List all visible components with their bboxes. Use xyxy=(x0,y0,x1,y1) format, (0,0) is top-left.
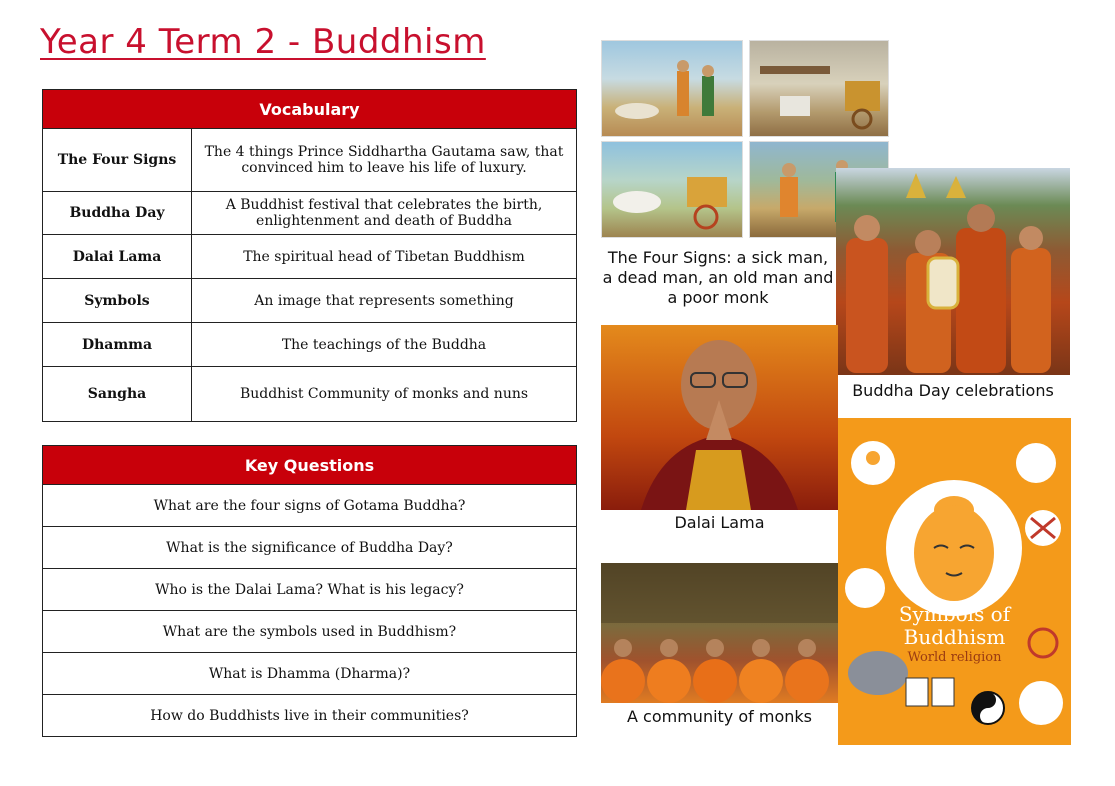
vocab-term: The Four Signs xyxy=(43,129,192,192)
poster-subtitle: World religion xyxy=(907,650,1002,665)
seated-monks-icon xyxy=(601,563,838,703)
buddha-day-photo xyxy=(836,168,1070,375)
vocab-term: Buddha Day xyxy=(43,192,192,235)
table-row xyxy=(43,279,577,323)
vocab-definition: The teachings of the Buddha xyxy=(192,323,577,367)
painting-carriage-icon xyxy=(750,41,888,136)
buddha-day-caption: Buddha Day celebrations xyxy=(836,381,1070,407)
key-question: What is the significance of Buddha Day? xyxy=(43,527,577,569)
table-row xyxy=(43,527,577,569)
poster-title-line2: Buddhism xyxy=(903,625,1006,649)
vocabulary-table xyxy=(42,89,577,422)
table-row xyxy=(43,235,577,279)
vocab-term: Symbols xyxy=(43,279,192,323)
four-signs-caption: The Four Signs: a sick man, a dead man, an old man and a poor monk xyxy=(601,240,835,330)
vocab-term: Sangha xyxy=(43,367,192,422)
four-signs-painting-3 xyxy=(601,141,743,238)
key-question: What are the symbols used in Buddhism? xyxy=(43,611,577,653)
vocab-term: Dalai Lama xyxy=(43,235,192,279)
vocab-definition: Buddhist Community of monks and nuns xyxy=(192,367,577,422)
key-question: What is Dhamma (Dharma)? xyxy=(43,653,577,695)
dalai-lama-portrait-icon xyxy=(601,325,838,510)
table-row xyxy=(43,192,577,235)
key-question: What are the four signs of Gotama Buddha? xyxy=(43,485,577,527)
table-row xyxy=(43,695,577,737)
table-row xyxy=(43,569,577,611)
vocab-definition: The 4 things Prince Siddhartha Gautama saw, that convinced him to leave his life of luxury. xyxy=(192,129,577,192)
table-row xyxy=(43,367,577,422)
key-question: How do Buddhists live in their communities? xyxy=(43,695,577,737)
dalai-lama-caption: Dalai Lama xyxy=(601,513,838,539)
table-row xyxy=(43,129,577,192)
procession-monks-icon xyxy=(836,168,1070,375)
monks-caption: A community of monks xyxy=(601,707,838,735)
vocab-term: Dhamma xyxy=(43,323,192,367)
vocab-definition: An image that represents something xyxy=(192,279,577,323)
poster-title-line1: Symbols of xyxy=(898,602,1011,626)
monks-photo xyxy=(601,563,838,703)
four-signs-painting-2 xyxy=(749,40,889,137)
table-row xyxy=(43,611,577,653)
key-question: Who is the Dalai Lama? What is his legacy? xyxy=(43,569,577,611)
key-questions-table xyxy=(42,445,577,737)
painting-horse-icon xyxy=(602,142,742,237)
symbols-poster xyxy=(838,418,1071,745)
painting-figures-icon xyxy=(602,41,742,136)
vocabulary-header: Vocabulary xyxy=(43,90,577,129)
buddha-head-icon xyxy=(838,418,1071,745)
page-title: Year 4 Term 2 - Buddhism xyxy=(40,22,486,62)
table-row xyxy=(43,323,577,367)
table-row xyxy=(43,485,577,527)
table-row xyxy=(43,653,577,695)
dalai-lama-photo xyxy=(601,325,838,510)
key-questions-header: Key Questions xyxy=(43,446,577,485)
four-signs-painting-1 xyxy=(601,40,743,137)
vocab-definition: A Buddhist festival that celebrates the birth, enlightenment and death of Buddha xyxy=(192,192,577,235)
vocab-definition: The spiritual head of Tibetan Buddhism xyxy=(192,235,577,279)
